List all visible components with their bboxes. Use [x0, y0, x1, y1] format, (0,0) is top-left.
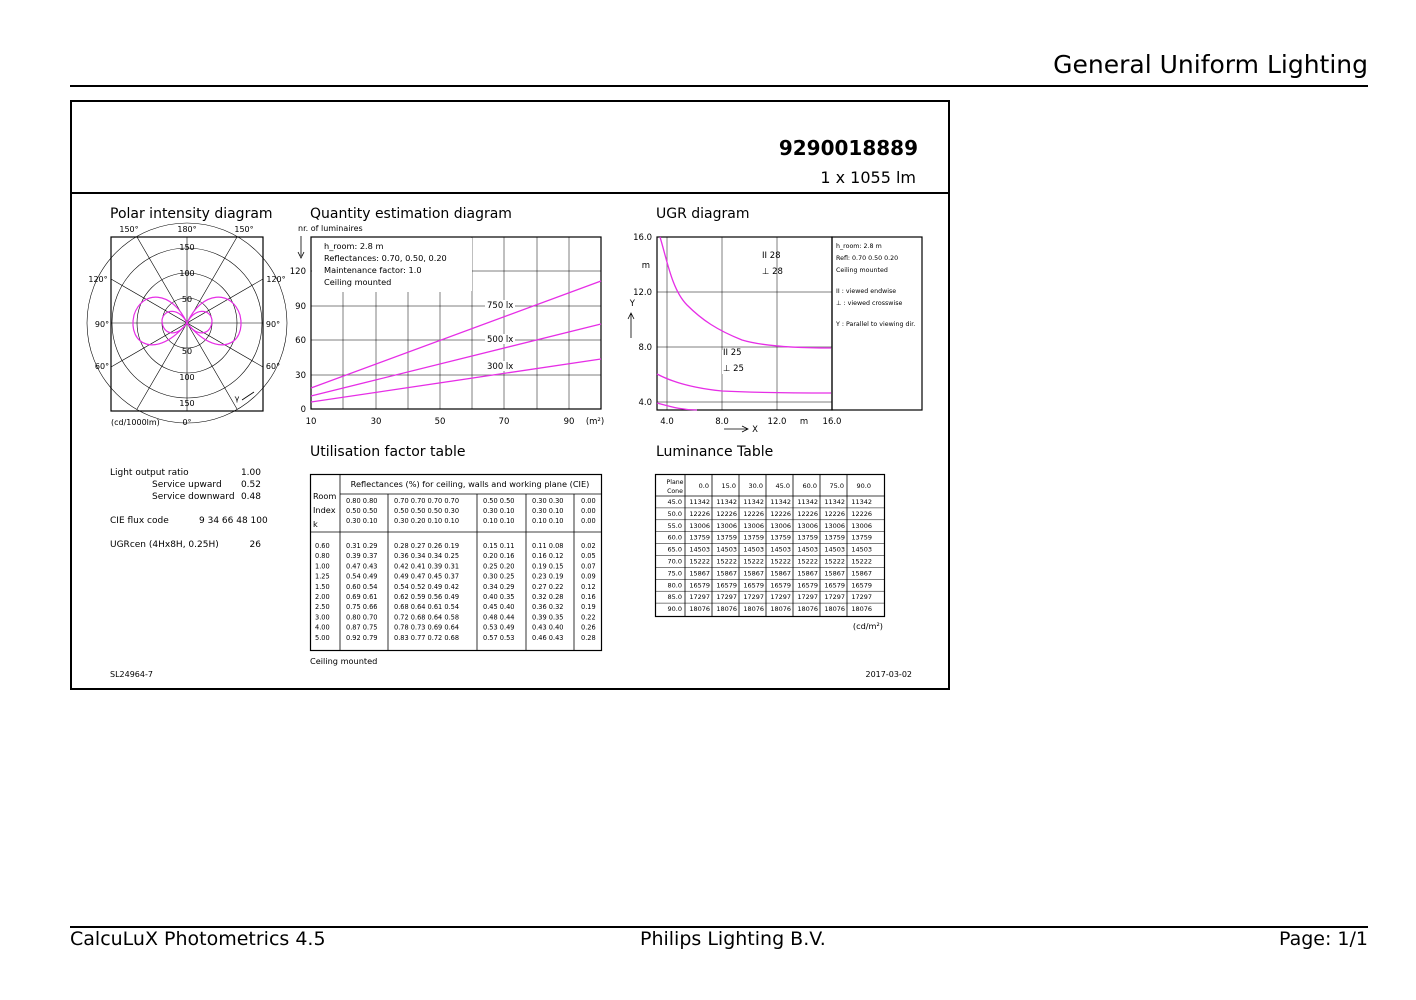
quantity-y-tick: 90 [295, 302, 306, 312]
util-cell: 0.36 0.32 [532, 603, 564, 612]
quantity-x-tick: 50 [434, 417, 446, 427]
util-header: Reflectances (%) for ceiling, walls and working plane (CIE) [350, 479, 590, 489]
lum-cell: 18076 [797, 605, 818, 614]
util-table [310, 474, 604, 674]
room-index-label: k [313, 519, 318, 529]
lum-corner: Plane [666, 479, 684, 486]
ugr-legend-line: Y : Parallel to viewing dir. [836, 321, 916, 328]
ratio-label: UGRcen (4Hx8H, 0.25H) [110, 540, 219, 550]
down-arrow-icon [298, 236, 304, 258]
lum-cell: 15222 [716, 557, 737, 566]
util-title: Utilisation factor table [310, 444, 466, 460]
room-index-value: 2.50 [315, 603, 330, 612]
ratio-label: CIE flux code [110, 516, 169, 526]
lum-cell: 17297 [770, 593, 791, 602]
lum-cell: 15867 [851, 569, 872, 578]
ugr-legend-line: h_room: 2.8 m [836, 243, 882, 250]
luminance-title: Luminance Table [656, 444, 774, 460]
util-cell: 0.78 0.73 0.69 0.64 [394, 623, 460, 632]
ugr-x-tick: 8.0 [715, 417, 729, 427]
lum-cell: 13759 [851, 533, 872, 542]
refl-cell: 0.10 0.10 [483, 517, 515, 525]
lum-cell: 18076 [824, 605, 845, 614]
quantity-title: Quantity estimation diagram [310, 206, 512, 222]
lum-cell: 17297 [824, 593, 845, 602]
lum-cell: 14503 [716, 545, 737, 554]
lum-cell: 16579 [797, 581, 818, 590]
quantity-info-line: Reflectances: 0.70, 0.50, 0.20 [324, 253, 447, 263]
room-index-value: 0.80 [315, 552, 330, 561]
quantity-x-tick: 30 [370, 417, 382, 427]
refl-cell: 0.00 [581, 497, 596, 505]
series-label-750: 750 lx [487, 301, 514, 311]
util-cell: 0.23 0.19 [532, 572, 564, 581]
lum-cell: 14503 [689, 545, 710, 554]
util-cell: 0.68 0.64 0.61 0.54 [394, 603, 460, 612]
lum-cell: 11342 [797, 498, 818, 506]
sheet-date: 2017-03-02 [865, 670, 912, 679]
polar-radial-label: 100 [179, 373, 195, 382]
refl-cell: 0.50 0.50 [346, 507, 378, 515]
lum-cell: 12226 [716, 509, 737, 518]
lum-cell: 11342 [770, 498, 791, 506]
quantity-info-line: Maintenance factor: 1.0 [324, 265, 422, 275]
util-cell: 0.16 0.12 [532, 552, 564, 561]
util-cell: 0.72 0.68 0.64 0.58 [394, 613, 460, 622]
room-index-label: Index [313, 505, 336, 515]
ratio-value: 9 34 66 48 100 [199, 516, 268, 526]
util-cell: 0.62 0.59 0.56 0.49 [394, 593, 460, 601]
util-cell: 0.20 0.16 [483, 552, 515, 561]
sheet-ref: SL24964-7 [110, 670, 153, 679]
quantity-y-tick: 60 [295, 336, 306, 346]
lum-cell: 13759 [689, 533, 710, 542]
lum-cell: 13759 [824, 533, 845, 542]
quantity-y-tick: 0 [300, 405, 306, 415]
ugr-curve-label: ⊥ 28 [762, 267, 783, 277]
refl-cell: 0.30 0.20 0.10 0.10 [394, 517, 460, 525]
series-label-300: 300 lx [487, 362, 514, 372]
lum-cell: 16579 [743, 581, 764, 590]
util-cell: 0.53 0.49 [483, 623, 515, 632]
util-cell: 0.15 0.11 [483, 542, 515, 550]
lum-cell: 13006 [743, 521, 764, 530]
refl-cell: 0.30 0.10 [532, 507, 564, 515]
lum-cell: 11342 [851, 498, 872, 506]
ratio-row [110, 468, 270, 480]
ugr-curve-low [657, 403, 697, 410]
lum-cell: 12226 [689, 509, 710, 518]
refl-cell: 0.70 0.70 0.70 0.70 [394, 497, 460, 505]
polar-radial-label: 150 [179, 243, 195, 252]
quantity-x-tick: 10 [305, 417, 317, 427]
lum-cell: 13006 [716, 521, 737, 530]
polar-radial-label: 50 [181, 347, 193, 356]
lum-cell: 18076 [770, 605, 791, 614]
refl-cell: 0.50 0.50 [483, 497, 515, 505]
lum-plane-header: 75.0 [829, 482, 844, 490]
footer-right: Page: 1/1 [1278, 928, 1368, 950]
room-index-value: 4.00 [315, 623, 330, 632]
lum-cone: 65.0 [667, 545, 682, 554]
ratios-block [110, 468, 270, 552]
lum-cell: 14503 [851, 545, 872, 554]
room-index-value: 1.50 [315, 582, 330, 591]
refl-cell: 0.00 [581, 507, 596, 515]
util-cell: 0.16 [581, 593, 596, 601]
quantity-info-line: Ceiling mounted [324, 277, 392, 287]
lum-cell: 17297 [689, 593, 710, 602]
util-cell: 0.39 0.35 [532, 613, 564, 622]
lum-plane-header: 30.0 [748, 482, 763, 490]
refl-cell: 0.80 0.80 [346, 497, 378, 505]
lum-cell: 13006 [770, 521, 791, 530]
lum-cell: 15222 [824, 557, 845, 566]
util-cell: 0.28 0.27 0.26 0.19 [394, 542, 460, 550]
ratio-value: 26 [249, 540, 261, 550]
lum-cell: 15867 [770, 569, 791, 578]
polar-title: Polar intensity diagram [110, 206, 273, 222]
util-cell: 0.30 0.25 [483, 572, 515, 581]
polar-side-label: 60° [265, 362, 281, 371]
polar-side-label: 60° [94, 362, 110, 371]
refl-cell: 0.30 0.30 [532, 497, 564, 505]
util-cell: 0.19 0.15 [532, 562, 564, 571]
lum-plane-header: 90.0 [856, 482, 871, 490]
util-cell: 0.92 0.79 [346, 633, 378, 642]
ugr-y-tick: 4.0 [638, 398, 652, 408]
lum-cell: 15867 [743, 569, 764, 578]
util-cell: 0.60 0.54 [346, 582, 378, 591]
util-cell: 0.83 0.77 0.72 0.68 [394, 633, 460, 642]
lum-corner: Cone [667, 488, 683, 495]
polar-side-label: 120° [88, 275, 108, 284]
polar-side-label: 90° [94, 320, 110, 329]
util-cell: 0.42 0.41 0.39 0.31 [394, 562, 460, 571]
util-cell: 0.12 [581, 582, 596, 591]
util-cell: 0.05 [581, 552, 596, 561]
lum-cell: 16579 [716, 581, 737, 590]
lum-cell: 11342 [743, 498, 764, 506]
quantity-y-tick: 30 [295, 371, 306, 381]
polar-top-label: 180° [177, 225, 197, 234]
room-index-value: 1.25 [315, 572, 330, 581]
util-cell: 0.09 [581, 572, 596, 581]
ugr-legend-line: Ceiling mounted [836, 267, 888, 274]
ratio-label: Light output ratio [110, 468, 189, 478]
util-cell: 0.25 0.20 [483, 562, 515, 571]
polar-unit: (cd/1000lm) [111, 418, 160, 427]
lum-cone: 85.0 [667, 593, 682, 602]
ugr-diagram [622, 220, 932, 435]
ugr-legend-line: Refl: 0.70 0.50 0.20 [836, 255, 899, 262]
ugr-legend-line: ⊥ : viewed crosswise [836, 300, 903, 307]
refl-cell: 0.00 [581, 517, 596, 525]
lum-cell: 11342 [716, 498, 737, 506]
refl-cell: 0.30 0.10 [483, 507, 515, 515]
ratio-value: 0.52 [240, 480, 261, 490]
lum-cell: 12226 [797, 509, 818, 518]
lum-cell: 18076 [743, 605, 764, 614]
lum-cone: 90.0 [667, 605, 682, 614]
quantity-x-tick: 70 [498, 417, 510, 427]
lum-plane-header: 0.0 [698, 482, 709, 490]
lum-cell: 15222 [689, 557, 710, 566]
up-arrow-icon [628, 313, 634, 338]
util-cell: 0.40 0.35 [483, 593, 515, 601]
util-footnote: Ceiling mounted [310, 656, 378, 666]
series-line-300 [311, 359, 601, 402]
lum-cell: 15867 [797, 569, 818, 578]
lum-cell: 15222 [743, 557, 764, 566]
util-cell: 0.54 0.49 [346, 572, 378, 581]
room-index-label: Room [313, 491, 337, 501]
util-cell: 0.45 0.40 [483, 603, 515, 612]
polar-side-label: 90° [265, 320, 281, 329]
room-index-value: 2.00 [315, 593, 330, 601]
lum-cell: 12226 [824, 509, 845, 518]
lum-cell: 18076 [851, 605, 872, 614]
lum-cell: 13759 [716, 533, 737, 542]
header-rule [70, 85, 1368, 87]
lum-cell: 18076 [716, 605, 737, 614]
util-cell: 0.32 0.28 [532, 593, 564, 601]
luminance-table [655, 474, 895, 634]
util-cell: 0.26 [581, 623, 596, 632]
ugr-y-tick: 16.0 [633, 233, 652, 243]
util-cell: 0.48 0.44 [483, 613, 515, 622]
util-cell: 0.80 0.70 [346, 613, 378, 622]
ugr-curve-label: ⊥ 25 [723, 364, 744, 374]
refl-cell: 0.50 0.50 0.50 0.30 [394, 507, 460, 515]
lum-cell: 11342 [824, 498, 845, 506]
util-cell: 0.19 [581, 603, 596, 612]
lum-cell: 15222 [851, 557, 872, 566]
polar-diagram [82, 220, 286, 430]
polar-top-label: 150° [234, 225, 254, 234]
lum-cone: 55.0 [667, 521, 682, 530]
lum-cone: 80.0 [667, 581, 682, 590]
lum-cone: 50.0 [667, 509, 682, 518]
lum-cell: 15222 [797, 557, 818, 566]
polar-radial-label: 150 [179, 399, 195, 408]
util-cell: 0.43 0.40 [532, 623, 564, 632]
util-cell: 0.31 0.29 [346, 542, 378, 550]
util-cell: 0.07 [581, 562, 596, 571]
polar-zero-label: 0° [182, 418, 192, 427]
ugr-y-tick: 12.0 [633, 288, 652, 298]
lum-plane-header: 60.0 [802, 482, 817, 490]
lum-cell: 15867 [824, 569, 845, 578]
lum-cell: 13006 [824, 521, 845, 530]
lum-cell: 16579 [770, 581, 791, 590]
ugr-curve-28 [660, 237, 831, 348]
lum-cell: 17297 [851, 593, 872, 602]
util-cell: 0.69 0.61 [346, 593, 378, 601]
util-cell: 0.75 0.66 [346, 603, 378, 612]
polar-top-label: 150° [119, 225, 139, 234]
lum-cell: 13759 [770, 533, 791, 542]
datasheet [70, 100, 950, 690]
refl-cell: 0.10 0.10 [532, 517, 564, 525]
ugr-x-unit: m [799, 417, 809, 427]
util-cell: 0.57 0.53 [483, 633, 515, 642]
lum-cell: 13759 [797, 533, 818, 542]
quantity-x-tick: 90 [563, 417, 575, 427]
ratio-row [110, 540, 270, 552]
ugr-legend-line: II : viewed endwise [836, 288, 897, 295]
ratio-row [110, 516, 270, 540]
lum-cell: 13006 [851, 521, 872, 530]
lum-cell: 13006 [689, 521, 710, 530]
polar-radial-label: 50 [181, 295, 193, 304]
lum-plane-header: 45.0 [775, 482, 790, 490]
ratio-row [110, 492, 270, 516]
lum-cell: 14503 [824, 545, 845, 554]
lum-cell: 15867 [689, 569, 710, 578]
util-cell: 0.46 0.43 [532, 633, 564, 642]
lum-cell: 16579 [689, 581, 710, 590]
lum-cell: 14503 [770, 545, 791, 554]
util-cell: 0.39 0.37 [346, 552, 378, 561]
lum-cone: 45.0 [667, 498, 682, 506]
lum-cell: 13006 [797, 521, 818, 530]
util-cell: 0.02 [581, 542, 596, 550]
lum-cell: 14503 [743, 545, 764, 554]
quantity-x-unit: (m²) [585, 417, 605, 427]
ugr-curve-label: II 25 [723, 348, 742, 358]
lum-cell: 18076 [689, 605, 710, 614]
ugr-x-axis: X [752, 425, 758, 435]
room-index-value: 1.00 [315, 562, 330, 571]
lum-cell: 16579 [851, 581, 872, 590]
ugr-x-tick: 16.0 [822, 417, 842, 427]
lum-cone: 60.0 [667, 533, 682, 542]
lum-cell: 11342 [689, 498, 710, 506]
lum-cone: 75.0 [667, 569, 682, 578]
ugr-y-axis: Y [629, 299, 635, 309]
footer-left: CalcuLuX Photometrics 4.5 [70, 928, 326, 950]
datasheet-header [72, 102, 948, 194]
util-cell: 0.36 0.34 0.34 0.25 [394, 552, 460, 561]
series-label-500: 500 lx [487, 335, 514, 345]
ratio-value: 0.48 [240, 492, 261, 502]
gamma-label: γ [234, 394, 240, 403]
polar-radial-label: 100 [179, 269, 195, 278]
room-index-value: 0.60 [315, 542, 330, 550]
ugr-curve-label: II 28 [762, 251, 781, 261]
ugr-title: UGR diagram [656, 206, 750, 222]
util-cell: 0.27 0.22 [532, 582, 564, 591]
lum-cell: 12226 [770, 509, 791, 518]
lum-cell: 14503 [797, 545, 818, 554]
lum-cell: 17297 [716, 593, 737, 602]
ugr-x-tick: 4.0 [660, 417, 674, 427]
util-cell: 0.54 0.52 0.49 0.42 [394, 582, 460, 591]
lum-cell: 15867 [716, 569, 737, 578]
product-code: 9290018889 [778, 136, 918, 160]
quantity-info-line: h_room: 2.8 m [324, 241, 384, 251]
room-index-value: 3.00 [315, 613, 330, 622]
lum-unit: (cd/m²) [852, 621, 883, 631]
ratio-label: Service upward [152, 480, 222, 490]
lum-cell: 17297 [743, 593, 764, 602]
util-cell: 0.22 [581, 613, 596, 622]
ratio-row [110, 480, 270, 492]
ratio-value: 1.00 [240, 468, 261, 478]
quantity-diagram [290, 220, 610, 430]
polar-side-label: 120° [266, 275, 286, 284]
page-title: General Uniform Lighting [1053, 50, 1368, 79]
lum-cell: 12226 [743, 509, 764, 518]
lum-cone: 70.0 [667, 557, 682, 566]
room-index-value: 5.00 [315, 633, 330, 642]
util-cell: 0.47 0.43 [346, 562, 378, 571]
ugr-curve-25 [657, 374, 831, 393]
quantity-yaxis-label: nr. of luminaires [298, 224, 363, 233]
util-cell: 0.87 0.75 [346, 623, 378, 632]
luminous-flux: 1 x 1055 lm [820, 168, 916, 187]
lum-plane-header: 15.0 [721, 482, 736, 490]
refl-cell: 0.30 0.10 [346, 517, 378, 525]
ugr-x-tick: 12.0 [767, 417, 787, 427]
util-cell: 0.49 0.47 0.45 0.37 [394, 572, 460, 581]
util-cell: 0.11 0.08 [532, 542, 564, 550]
lum-cell: 12226 [851, 509, 872, 518]
ratio-label: Service downward [152, 492, 235, 502]
quantity-y-tick: 120 [289, 267, 306, 277]
ugr-y-tick: 8.0 [638, 343, 652, 353]
util-cell: 0.34 0.29 [483, 582, 515, 591]
util-cell: 0.28 [581, 633, 596, 642]
lum-cell: 13759 [743, 533, 764, 542]
lum-cell: 15222 [770, 557, 791, 566]
lum-cell: 16579 [824, 581, 845, 590]
ugr-y-unit: m [641, 261, 650, 271]
lum-cell: 17297 [797, 593, 818, 602]
footer-center: Philips Lighting B.V. [640, 928, 826, 950]
